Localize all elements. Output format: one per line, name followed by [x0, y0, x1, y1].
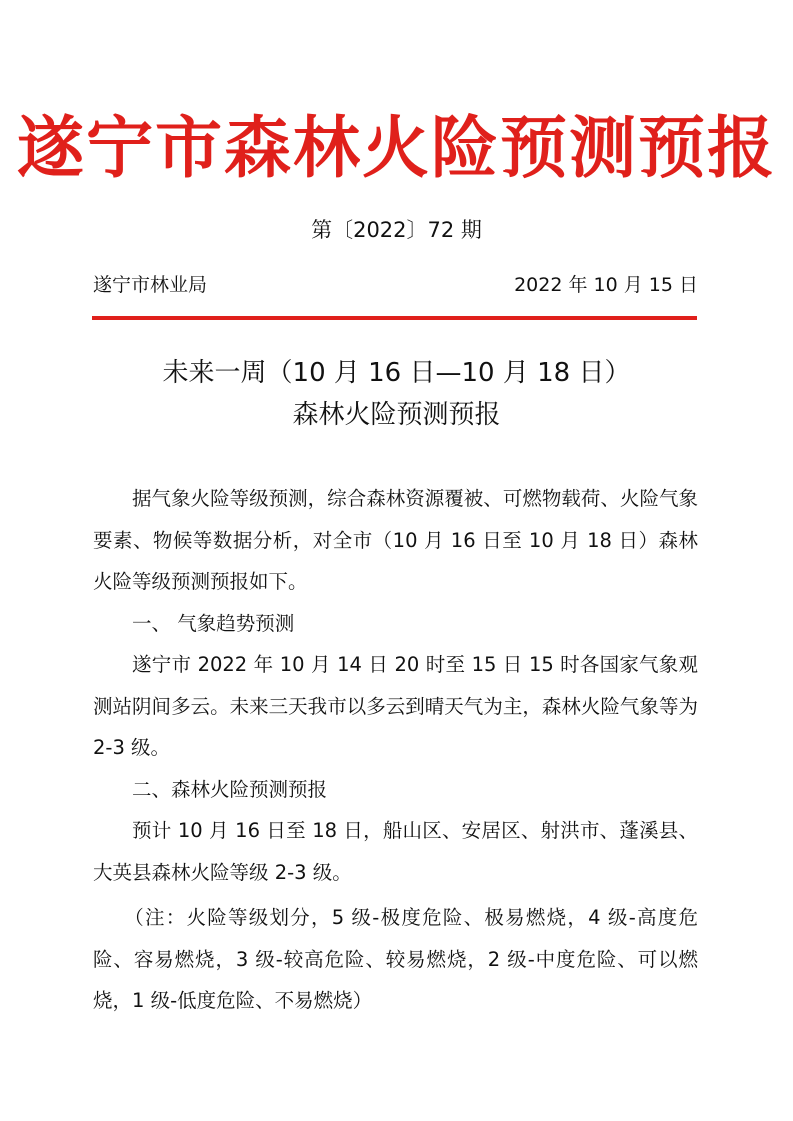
issue-number: 第〔2022〕72 期 [311, 218, 482, 242]
section-heading-forecast: 二、森林火险预测预报 [132, 777, 328, 801]
intro-paragraph: 据气象火险等级预测，综合森林资源覆被、可燃物载荷、火险气象要素、物候等数据分析，对全市（10 月 16 日至 10 月 18 日）森林火险等级预测预报如下。 [93, 487, 698, 593]
body-text [93, 478, 698, 1022]
masthead-title: 遂宁市森林火险预测预报 [17, 109, 776, 187]
headline-line-1: 未来一周（10 月 16 日—10 月 18 日） [162, 358, 631, 388]
forecast-paragraph: 预计 10 月 16 日至 18 日，船山区、安居区、射洪市、蓬溪县、大英县森林火险等级 2-3 级。 [93, 819, 698, 884]
weather-paragraph: 遂宁市 2022 年 10 月 14 日 20 时至 15 日 15 时各国家气象观测站阴间多云。未来三天我市以多云到晴天气为主，森林火险气象等为 2-3 级。 [93, 653, 698, 759]
issuer-name: 遂宁市林业局 [93, 274, 208, 296]
note-paragraph: （注：火险等级划分，5 级-极度危险、极易燃烧，4 级-高度危险、容易燃烧，3 级-较高危险、较易燃烧，2 级-中度危险、可以燃烧，1 级-低度危险、不易燃烧） [93, 906, 698, 1012]
red-divider-rule [92, 316, 697, 320]
issue-date: 2022 年 10 月 15 日 [514, 274, 698, 296]
headline-line-2: 森林火险预测预报 [292, 400, 501, 430]
section-heading-weather: 一、 气象趋势预测 [132, 611, 295, 635]
issuer-row [93, 270, 698, 300]
headline [0, 352, 793, 436]
